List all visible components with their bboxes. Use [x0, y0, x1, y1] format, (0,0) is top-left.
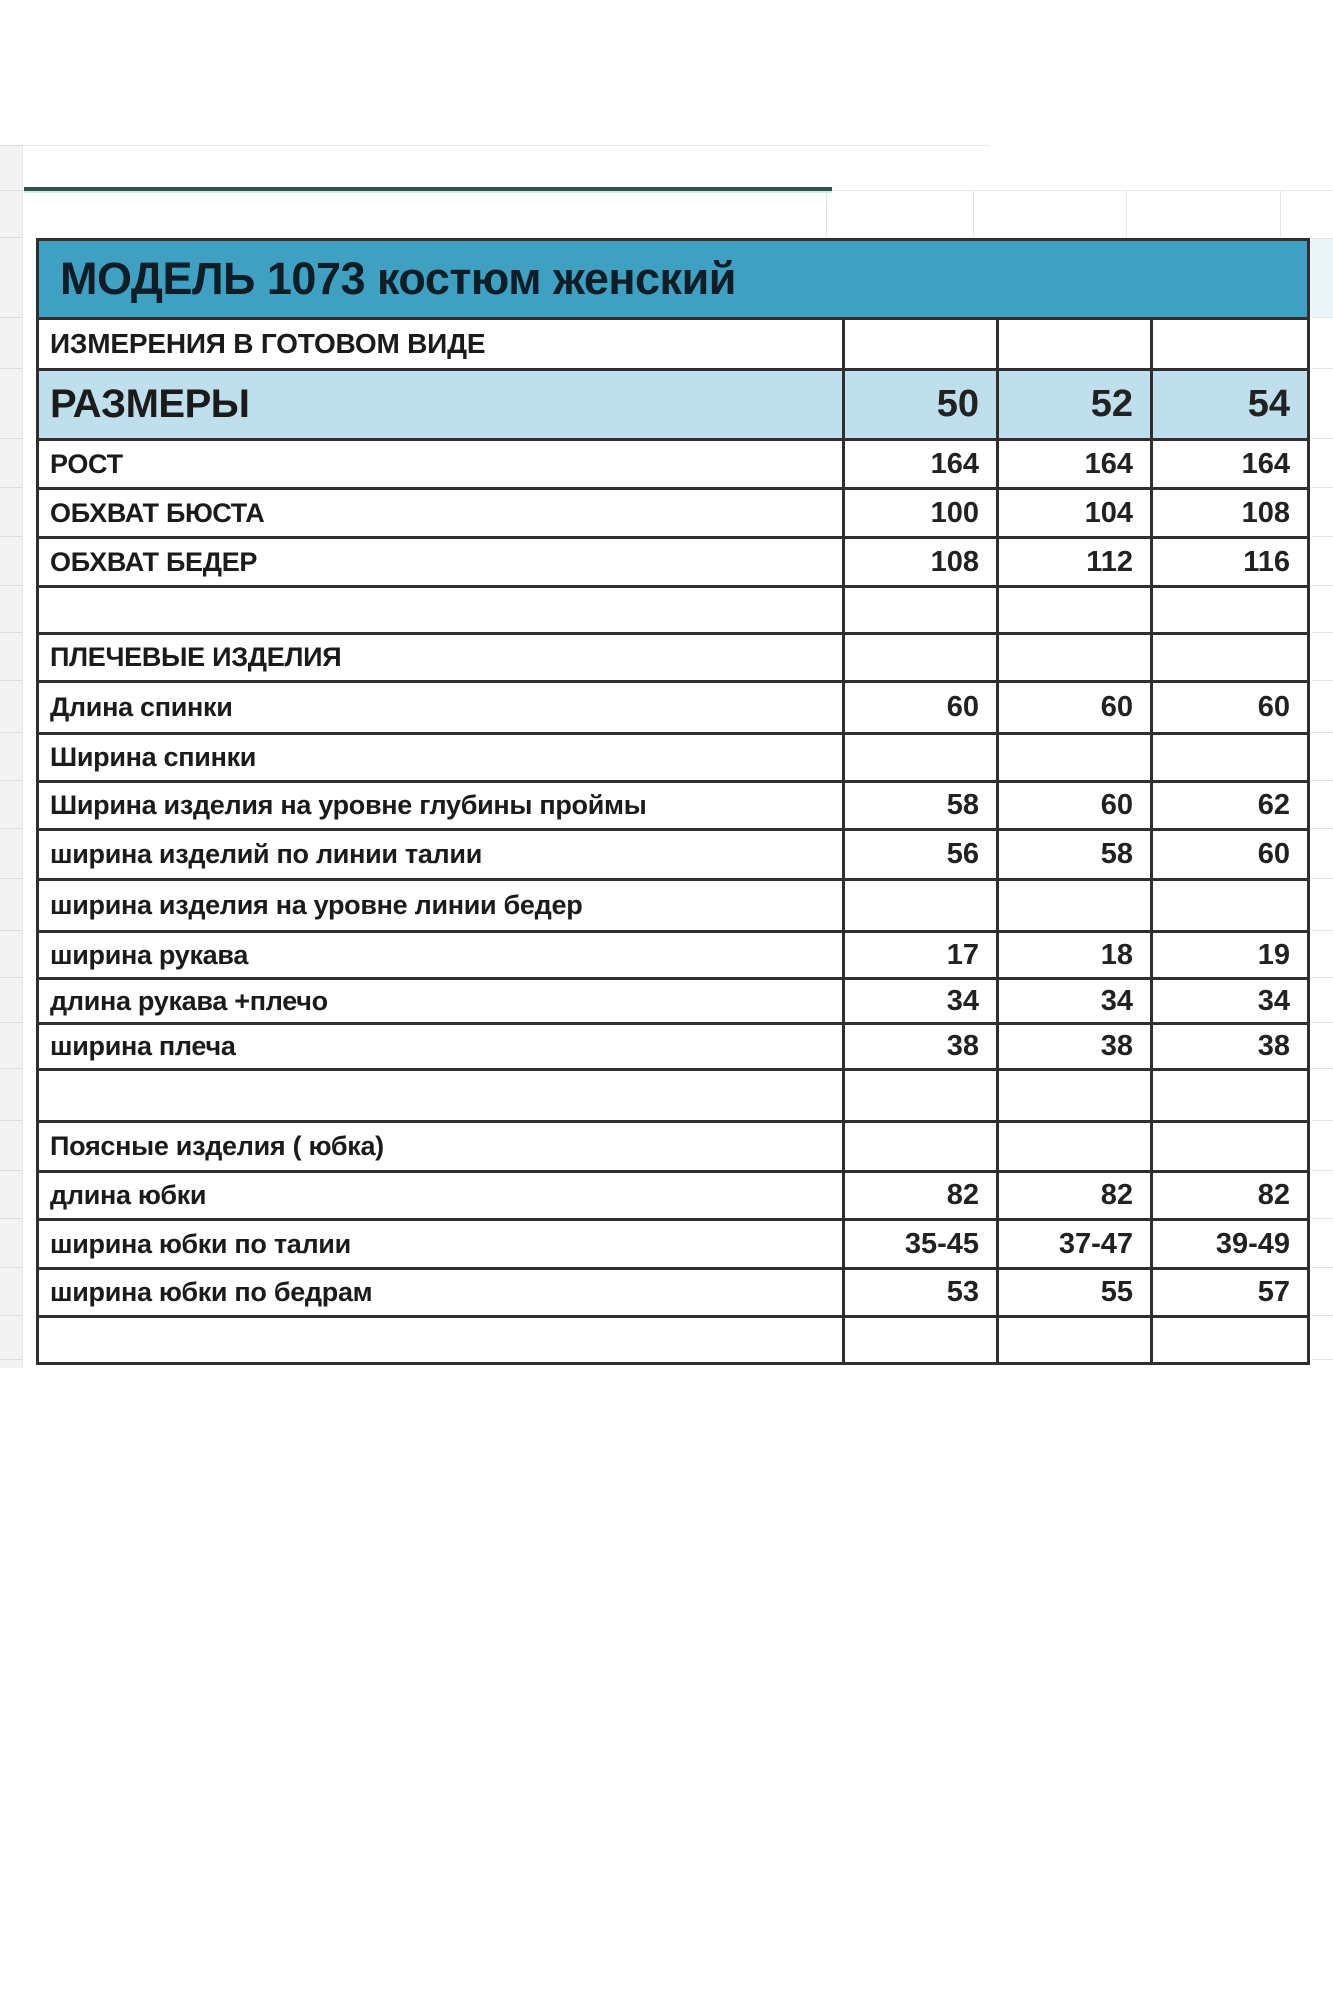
margin-gridline-tick [1312, 977, 1333, 978]
data-row [39, 683, 1307, 735]
margin-gridline-tick [1312, 1315, 1333, 1316]
data-row [39, 735, 1307, 783]
value-cell[interactable]: 164 [999, 441, 1153, 487]
value-cell[interactable]: 82 [1257, 1179, 1290, 1211]
margin-gridline-tick [1312, 930, 1333, 931]
value-cell[interactable] [845, 735, 999, 780]
gutter-gridline [0, 930, 22, 931]
title-row-right-tint [1310, 238, 1333, 317]
value-cell[interactable]: 57 [1257, 1276, 1290, 1308]
value-cell[interactable] [1153, 1071, 1307, 1120]
gutter-gridline [0, 732, 22, 733]
value-cell[interactable] [845, 881, 999, 930]
subtitle-cell[interactable] [39, 320, 845, 368]
row-label-cell[interactable]: длина рукава +плечо [39, 980, 845, 1022]
value-cell[interactable] [999, 635, 1153, 680]
value-cell[interactable]: 55 [999, 1270, 1153, 1315]
data-row [39, 831, 1307, 881]
empty-row [39, 1318, 1307, 1362]
margin-gridline-tick [1312, 438, 1333, 439]
value-cell[interactable] [845, 588, 999, 632]
row-label-cell[interactable]: ширина рукава [39, 933, 845, 977]
value-cell[interactable]: 18 [999, 933, 1153, 977]
table-title: МОДЕЛЬ 1073 костюм женский [60, 253, 736, 304]
value-cell[interactable]: 112 [999, 539, 1153, 585]
value-cell[interactable] [1153, 1123, 1307, 1170]
value-cell[interactable]: 82 [845, 1173, 999, 1218]
row-label-cell[interactable]: РОСТ [39, 441, 845, 487]
value-cell[interactable] [1153, 635, 1307, 680]
gutter-gridline [0, 632, 22, 633]
margin-gridline-tick [1312, 1120, 1333, 1121]
sheet-column-gridline [1280, 191, 1281, 237]
size-52-header-cell[interactable]: 52 [999, 371, 1153, 438]
gutter-gridline [0, 680, 22, 681]
value-cell[interactable] [999, 881, 1153, 930]
margin-gridline-tick [1312, 585, 1333, 586]
value-cell[interactable] [1153, 735, 1307, 780]
value-cell[interactable]: 56 [845, 831, 999, 878]
sheet-column-gridline [826, 191, 827, 237]
row-label-cell[interactable]: ширина юбки по талии [39, 1221, 845, 1267]
row-label-cell[interactable]: ширина плеча [39, 1025, 845, 1068]
sheet-column-gridline [973, 191, 974, 237]
gutter-gridline [0, 438, 22, 439]
value-cell[interactable]: 108 [1241, 496, 1290, 529]
value-cell[interactable]: 53 [845, 1270, 999, 1315]
value-cell[interactable]: 62 [1257, 789, 1290, 821]
margin-gridline-tick [1312, 317, 1333, 318]
margin-gridline-tick [1312, 1170, 1333, 1171]
gutter-gridline [0, 1120, 22, 1121]
margin-gridline-tick [1312, 680, 1333, 681]
value-cell[interactable] [845, 1123, 999, 1170]
empty-cell[interactable] [845, 320, 999, 368]
gutter-gridline [0, 585, 22, 586]
data-row [39, 783, 1307, 831]
value-cell[interactable]: 108 [845, 539, 999, 585]
data-row [39, 490, 1307, 539]
sheet-gridline-right-of-accent [833, 190, 1333, 191]
sheet-gridline-top [23, 145, 990, 146]
data-row [39, 933, 1307, 980]
value-cell[interactable]: 164 [845, 441, 999, 487]
value-cell[interactable]: 60 [1257, 838, 1290, 870]
gutter-gridline [0, 190, 22, 191]
table-title-cell[interactable] [39, 241, 1307, 320]
gutter-gridline [0, 1068, 22, 1069]
value-cell[interactable]: 39-49 [1215, 1227, 1290, 1260]
value-cell[interactable]: 38 [1257, 1030, 1290, 1062]
sheet-column-gridline [1126, 191, 1127, 237]
row-label-cell[interactable]: длина юбки [39, 1173, 845, 1218]
data-row [39, 881, 1307, 933]
value-cell[interactable]: 82 [999, 1173, 1153, 1218]
row-label-cell[interactable]: Ширина изделия на уровне глубины проймы [39, 783, 845, 828]
row-label-cell[interactable]: ОБХВАТ БЮСТА [39, 490, 845, 536]
subtitle-text: ИЗМЕРЕНИЯ В ГОТОВОМ ВИДЕ [50, 328, 486, 359]
empty-row [39, 1071, 1307, 1123]
empty-cell[interactable] [1153, 320, 1307, 368]
gutter-gridline [0, 878, 22, 879]
value-cell[interactable]: 38 [845, 1025, 999, 1068]
gutter-gridline [0, 828, 22, 829]
value-cell[interactable] [999, 735, 1153, 780]
value-cell[interactable]: 116 [1243, 545, 1290, 578]
margin-gridline-tick [1312, 1359, 1333, 1360]
margin-gridline-tick [1312, 828, 1333, 829]
data-row [39, 1025, 1307, 1071]
sizes-header-row [39, 371, 1307, 441]
margin-gridline-tick [1312, 780, 1333, 781]
size-54-header-cell[interactable]: 54 [1247, 383, 1290, 425]
value-cell[interactable] [999, 1318, 1153, 1362]
value-cell[interactable] [845, 635, 999, 680]
size-chart-table [36, 238, 1310, 1365]
value-cell[interactable]: 104 [999, 490, 1153, 536]
data-row [39, 441, 1307, 490]
row-label-cell[interactable]: Ширина спинки [39, 735, 845, 780]
value-cell[interactable]: 34 [1257, 984, 1290, 1017]
gutter-gridline [0, 977, 22, 978]
value-cell[interactable]: 100 [845, 490, 999, 536]
margin-gridline-tick [1312, 1267, 1333, 1268]
row-label-cell[interactable]: ПЛЕЧЕВЫЕ ИЗДЕЛИЯ [39, 635, 845, 680]
gutter-gridline [0, 487, 22, 488]
gutter-gridline [0, 237, 22, 238]
data-row [39, 1270, 1307, 1318]
value-cell[interactable]: 60 [1257, 691, 1290, 723]
margin-gridline-tick [1312, 238, 1333, 239]
gutter-gridline [0, 780, 22, 781]
value-cell[interactable] [845, 1071, 999, 1120]
gutter-gridline [0, 536, 22, 537]
margin-gridline-tick [1312, 732, 1333, 733]
green-accent-line [24, 187, 832, 193]
value-cell[interactable] [999, 1123, 1153, 1170]
row-label-cell[interactable] [39, 588, 845, 632]
empty-row [39, 588, 1307, 635]
value-cell[interactable]: 58 [999, 831, 1153, 878]
margin-gridline-tick [1312, 1218, 1333, 1219]
gutter-gridline [0, 1170, 22, 1171]
row-label-cell[interactable]: Длина спинки [39, 683, 845, 732]
margin-gridline-tick [1312, 536, 1333, 537]
margin-gridline-tick [1312, 1068, 1333, 1069]
gutter-gridline [0, 145, 22, 146]
margin-gridline-tick [1312, 1022, 1333, 1023]
section-row [39, 635, 1307, 683]
row-label-cell[interactable] [39, 1318, 845, 1362]
row-label-cell[interactable]: ширина изделия на уровне линии бедер [39, 881, 845, 930]
value-cell[interactable]: 38 [999, 1025, 1153, 1068]
data-row [39, 539, 1307, 588]
value-cell[interactable] [999, 1071, 1153, 1120]
gutter-gridline [0, 368, 22, 369]
value-cell[interactable]: 60 [845, 683, 999, 732]
section-row [39, 1123, 1307, 1173]
row-label-cell[interactable]: Поясные изделия ( юбка) [39, 1123, 845, 1170]
value-cell[interactable]: 34 [999, 980, 1153, 1022]
margin-gridline-tick [1312, 878, 1333, 879]
margin-gridline-tick [1312, 632, 1333, 633]
row-label-cell[interactable]: ОБХВАТ БЕДЕР [39, 539, 845, 585]
row-label-cell[interactable]: ширина изделий по линии талии [39, 831, 845, 878]
row-header-gutter [0, 145, 23, 1368]
value-cell[interactable]: 60 [999, 683, 1153, 732]
data-row [39, 1173, 1307, 1221]
row-label-cell[interactable]: ширина юбки по бедрам [39, 1270, 845, 1315]
value-cell[interactable]: 60 [999, 783, 1153, 828]
value-cell[interactable]: 35-45 [845, 1221, 999, 1267]
subtitle-row [39, 320, 1307, 371]
size-50-header-cell[interactable]: 50 [845, 371, 999, 438]
margin-gridline-tick [1312, 487, 1333, 488]
value-cell[interactable] [1153, 1318, 1307, 1362]
value-cell[interactable] [999, 588, 1153, 632]
gutter-gridline [0, 1267, 22, 1268]
empty-cell[interactable] [999, 320, 1153, 368]
gutter-gridline [0, 317, 22, 318]
margin-gridline-tick [1312, 368, 1333, 369]
value-cell[interactable]: 58 [845, 783, 999, 828]
row-label-cell[interactable] [39, 1071, 845, 1120]
gutter-gridline [0, 1022, 22, 1023]
sizes-header-label-cell[interactable]: РАЗМЕРЫ [39, 371, 845, 438]
gutter-gridline [0, 1218, 22, 1219]
value-cell[interactable] [845, 1318, 999, 1362]
data-row [39, 1221, 1307, 1270]
table-body [39, 441, 1307, 1362]
gutter-gridline [0, 1359, 22, 1360]
value-cell[interactable] [1153, 588, 1307, 632]
value-cell[interactable]: 37-47 [999, 1221, 1153, 1267]
value-cell[interactable]: 17 [845, 933, 999, 977]
data-row [39, 980, 1307, 1025]
value-cell[interactable]: 164 [1241, 447, 1290, 480]
value-cell[interactable]: 34 [845, 980, 999, 1022]
value-cell[interactable]: 19 [1257, 938, 1290, 971]
gutter-gridline [0, 1315, 22, 1316]
value-cell[interactable] [1153, 881, 1307, 930]
